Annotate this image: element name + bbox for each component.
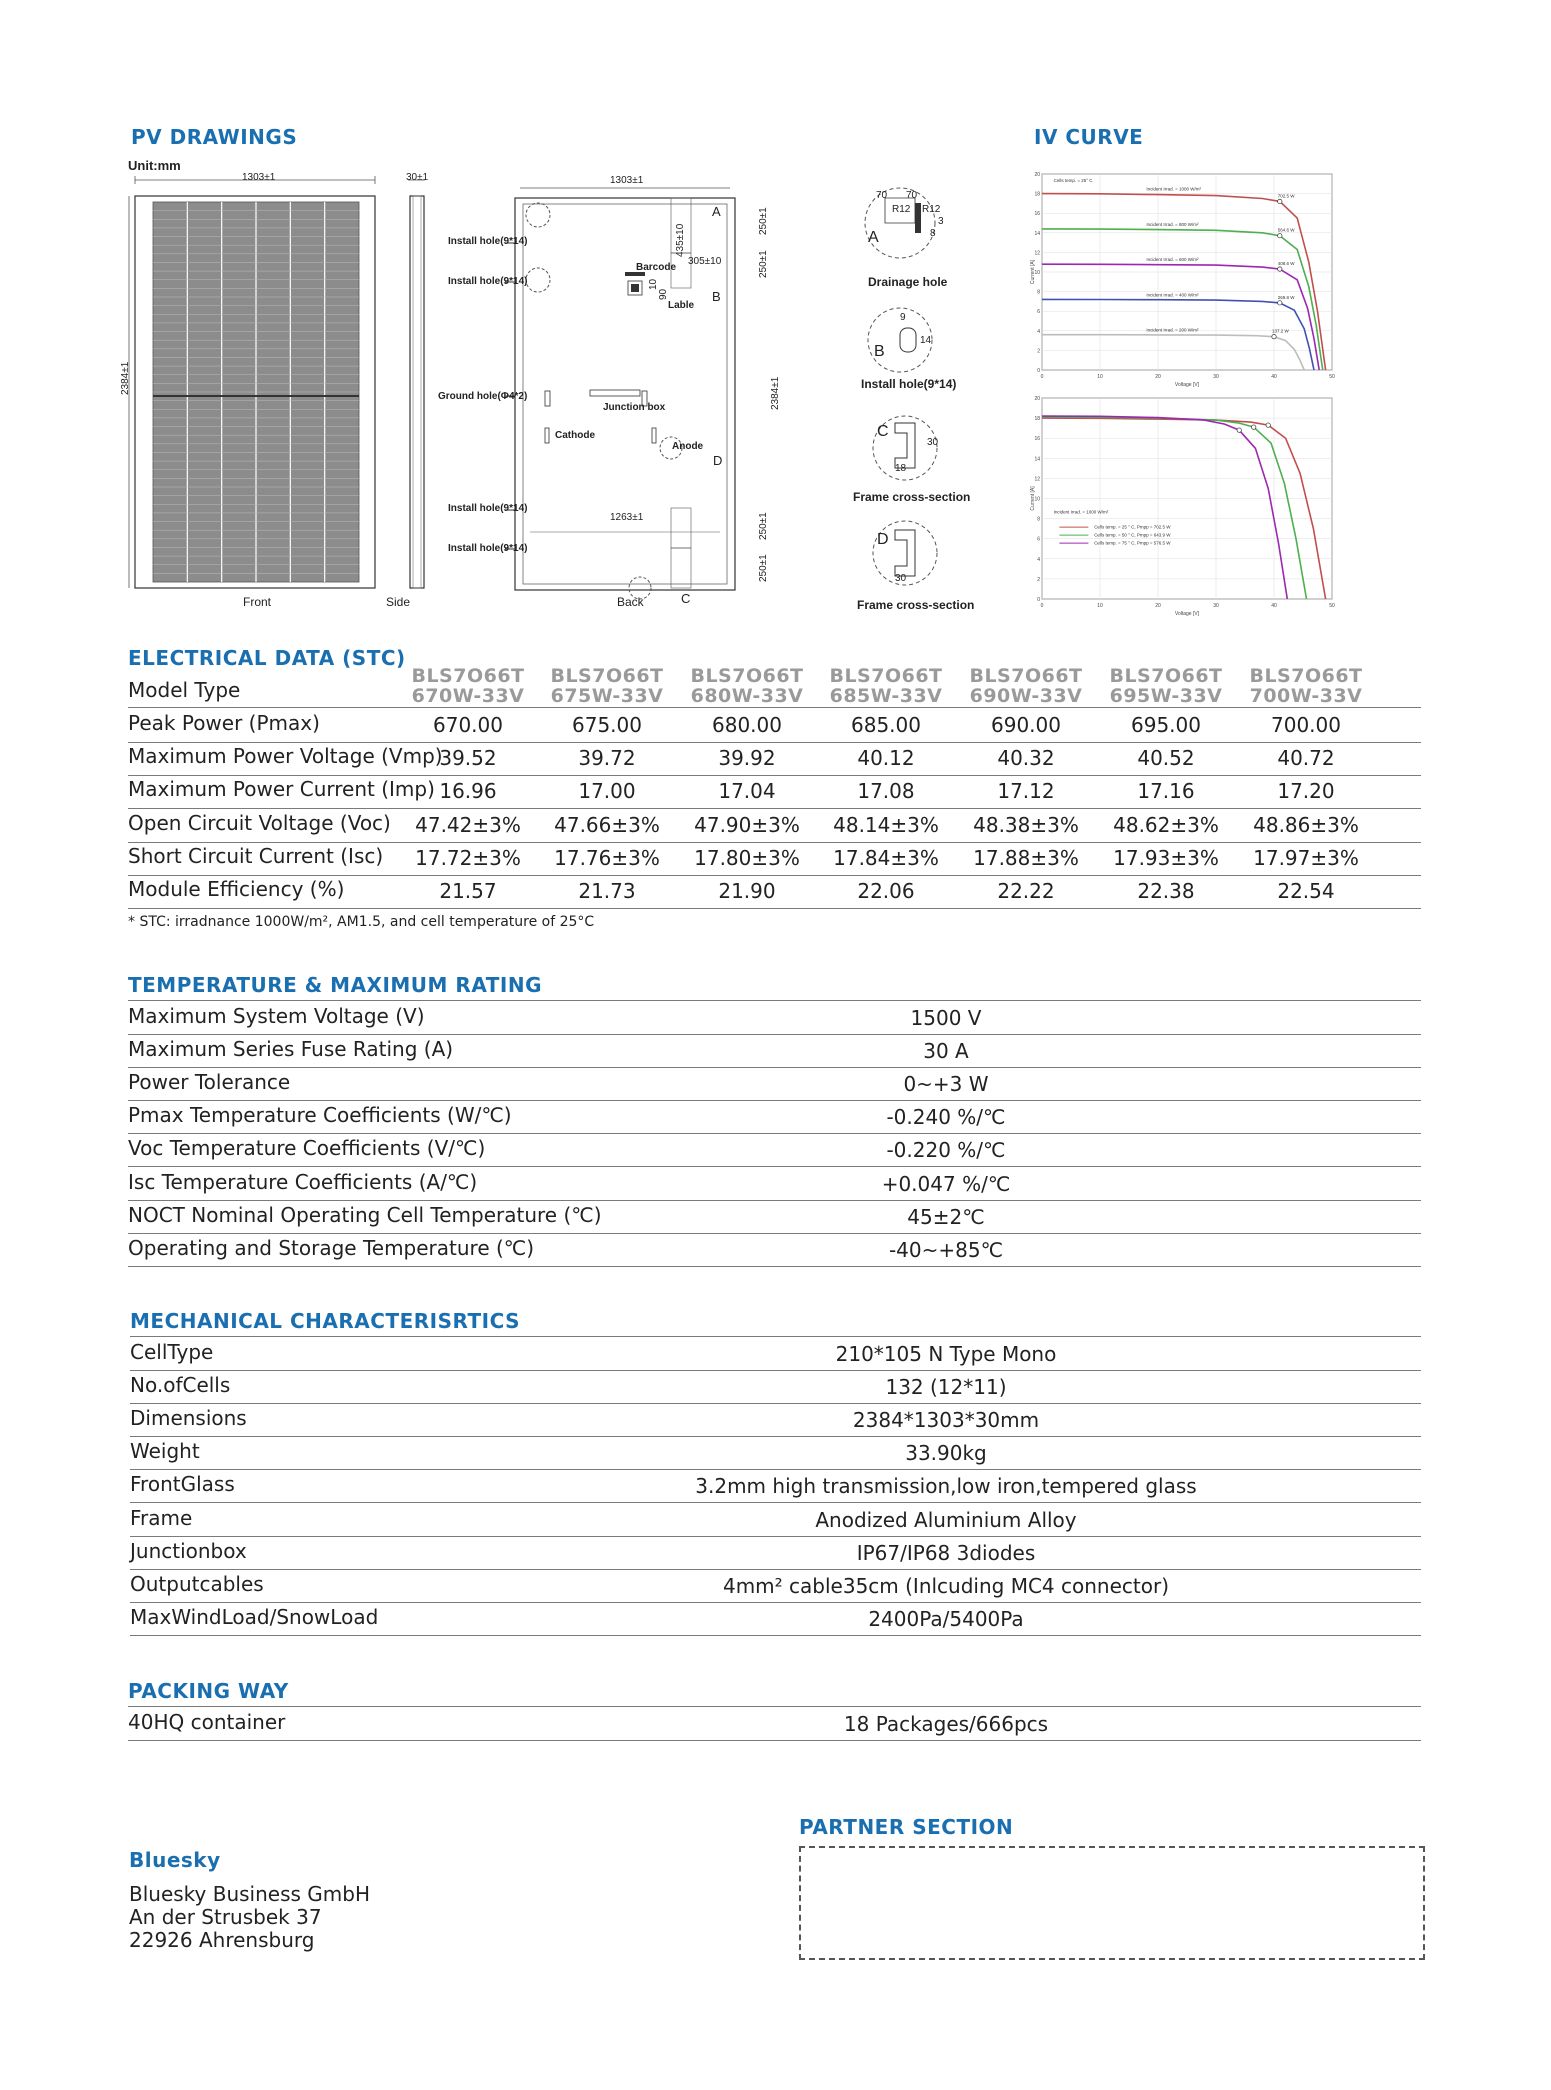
cell-value: 675.00 (572, 713, 642, 737)
mpp-label: 269.8 W (1277, 294, 1295, 300)
side-drawing (408, 180, 425, 588)
row-label: Outputcables (130, 1571, 264, 1596)
legend-entry: Cells temp. = 50 ° C, Pmpp = 643.9 W (1094, 532, 1171, 538)
mpp-point (1278, 199, 1282, 203)
x-tick-label: 10 (1097, 603, 1103, 609)
row-label: Short Circuit Current (Isc) (128, 843, 384, 868)
model-variant: 695W-33V (1109, 685, 1223, 707)
install-hole-label-2: Install hole(9*14) (448, 276, 528, 287)
marker-a: A (712, 204, 721, 219)
model-name: BLS7O66T (411, 665, 525, 687)
model-header (398, 666, 538, 706)
row-value: 33.90kg (905, 1441, 987, 1466)
mpp-point (1278, 234, 1282, 238)
cell-value: 39.52 (439, 746, 497, 771)
detail-a-letter: A (868, 229, 879, 246)
back-inner-dim: 1263±1 (610, 512, 644, 523)
row-value: IP67/IP68 3diodes (856, 1540, 1036, 1565)
y-tick-label: 16 (1034, 436, 1040, 443)
legend-entry: Cells temp. = 25 ° C, Pmpp = 702.5 W (1094, 524, 1171, 530)
chart-annotation: Incident Irrad. = 1000 W/m² (1053, 509, 1109, 515)
detail-b-letter: B (874, 343, 885, 360)
detail-a-dim-r12b: R12 (922, 204, 941, 215)
junction-box-label: Junction box (603, 402, 666, 413)
cell-value: 17.76±3% (554, 845, 660, 870)
lable-label: Lable (668, 300, 695, 311)
y-tick-label: 10 (1034, 496, 1040, 503)
x-axis-label: Voltage [V] (1174, 611, 1200, 617)
row-value: 210*105 N Type Mono (835, 1342, 1057, 1366)
iv-chart-temperature (1030, 392, 1335, 617)
partner-heading: PARTNER SECTION (799, 1815, 1014, 1839)
row-label: Isc Temperature Coefficients (A/℃) (128, 1169, 478, 1194)
cell-value: 690.00 (991, 713, 1061, 737)
table-rule (128, 1740, 1421, 1741)
table-rule (128, 842, 1421, 843)
dim-250-b: 250±1 (758, 250, 769, 278)
cell-value: 21.73 (578, 879, 636, 903)
row-label: Junctionbox (130, 1538, 247, 1563)
row-label: Maximum Series Fuse Rating (A) (128, 1037, 454, 1062)
series-label: Incident Irrad. = 400 W/m² (1146, 292, 1199, 298)
model-header (1096, 666, 1236, 706)
x-axis-label: Voltage [V] (1174, 382, 1200, 388)
row-label: Open Circuit Voltage (Voc) (128, 810, 391, 835)
table-rule (130, 1536, 1421, 1537)
dim-250-c: 250±1 (758, 512, 769, 540)
row-label: Module Efficiency (%) (128, 877, 345, 901)
mechanical-heading: MECHANICAL CHARACTERISRTICS (130, 1309, 521, 1333)
pv-drawings-heading: PV DRAWINGS (131, 125, 298, 149)
mpp-label: 408.6 W (1277, 261, 1295, 267)
dim-305: 305±10 (688, 256, 722, 267)
row-value: 2400Pa/5400Pa (868, 1606, 1024, 1631)
y-tick-label: 20 (1034, 172, 1040, 178)
pv-drawings-svg (125, 168, 1025, 618)
x-tick-label: 30 (1213, 603, 1219, 609)
row-value: 30 A (923, 1039, 969, 1064)
front-width-dim: 1303±1 (242, 172, 276, 183)
cell-value: 40.32 (997, 746, 1055, 771)
row-label: Frame (130, 1505, 193, 1530)
y-tick-label: 12 (1034, 476, 1040, 483)
model-name: BLS7O66T (969, 665, 1083, 687)
cell-value: 17.08 (857, 779, 915, 804)
table-rule (128, 1000, 1421, 1001)
front-panel-drawing (129, 176, 375, 588)
table-rule (128, 1266, 1421, 1267)
table-rule (130, 1436, 1421, 1437)
install-hole-label-3: Install hole(9*14) (448, 503, 528, 514)
model-variant: 690W-33V (969, 685, 1083, 707)
y-tick-label: 20 (1034, 396, 1040, 402)
table-rule (130, 1370, 1421, 1371)
detail-b-caption: Install hole(9*14) (861, 377, 957, 391)
unit-label: Unit:mm (128, 158, 181, 173)
cell-value: 17.97±3% (1253, 845, 1359, 870)
table-rule (128, 707, 1421, 708)
row-value: 18 Packages/666pcs (843, 1712, 1049, 1736)
y-tick-label: 16 (1034, 211, 1040, 218)
cell-value: 700.00 (1271, 713, 1341, 737)
row-value: 132 (12*11) (885, 1375, 1007, 1400)
detail-a-caption: Drainage hole (868, 275, 948, 289)
y-tick-label: 12 (1034, 250, 1040, 257)
table-rule (128, 742, 1421, 743)
model-header (956, 666, 1096, 706)
model-variant: 700W-33V (1249, 685, 1363, 707)
cell-value: 40.52 (1137, 746, 1195, 771)
cell-value: 40.12 (857, 746, 915, 771)
y-tick-label: 0 (1037, 368, 1040, 374)
y-tick-label: 2 (1037, 348, 1040, 355)
address-line-2: An der Strusbek 37 (129, 1905, 322, 1929)
x-tick-label: 40 (1271, 374, 1277, 380)
detail-a-dim-3: 3 (938, 216, 944, 227)
table-rule (130, 1336, 1421, 1337)
row-value: -40~+85℃ (888, 1237, 1004, 1262)
model-type-label: Model Type (128, 678, 241, 702)
cell-value: 695.00 (1131, 713, 1201, 737)
row-label: FrontGlass (130, 1472, 235, 1497)
table-rule (128, 908, 1421, 909)
address-line-1: Bluesky Business GmbH (129, 1882, 371, 1906)
table-rule (128, 875, 1421, 876)
row-value: 1500 V (910, 1006, 982, 1030)
install-hole-label-4: Install hole(9*14) (448, 543, 528, 554)
dim-250-d: 250±1 (758, 554, 769, 582)
cell-value: 39.92 (718, 746, 776, 771)
series-label: Incident Irrad. = 1000 W/m² (1146, 186, 1202, 192)
series-label: Incident Irrad. = 200 W/m² (1146, 327, 1199, 333)
cell-value: 22.06 (857, 879, 915, 903)
table-rule (128, 1200, 1421, 1201)
y-tick-label: 6 (1037, 536, 1040, 543)
cell-value: 39.72 (578, 746, 636, 771)
row-label: Voc Temperature Coefficients (V/℃) (128, 1136, 486, 1161)
row-label: Maximum System Voltage (V) (128, 1004, 425, 1028)
row-label: Weight (130, 1439, 200, 1464)
x-tick-label: 0 (1040, 374, 1044, 380)
model-name: BLS7O66T (550, 665, 664, 687)
mpp-label: 137.2 W (1272, 328, 1289, 334)
row-value: 2384*1303*30mm (852, 1408, 1040, 1433)
side-caption: Side (386, 595, 411, 609)
model-variant: 680W-33V (690, 685, 804, 707)
cell-value: 17.72±3% (415, 845, 521, 870)
table-rule (128, 1166, 1421, 1167)
cell-value: 48.62±3% (1113, 812, 1219, 837)
mpp-point (1278, 267, 1282, 271)
row-value: 3.2mm high transmission,low iron,tempered glass (695, 1474, 1197, 1499)
legend-entry: Cells temp. = 75 ° C, Pmpp = 576.5 W (1094, 540, 1171, 546)
detail-c-dim-30: 30 (927, 437, 939, 448)
cell-value: 17.84±3% (833, 845, 939, 870)
mpp-point (1266, 423, 1270, 427)
mpp-point (1272, 334, 1276, 338)
electrical-heading: ELECTRICAL DATA (STC) (128, 646, 406, 670)
table-rule (130, 1403, 1421, 1404)
table-rule (128, 1034, 1421, 1035)
cell-value: 16.96 (439, 779, 497, 804)
table-rule (130, 1569, 1421, 1570)
marker-c: C (681, 591, 691, 606)
series-label: Incident Irrad. = 800 W/m² (1146, 221, 1199, 227)
partner-box (799, 1846, 1425, 1960)
install-hole-label-1: Install hole(9*14) (448, 236, 528, 247)
x-tick-label: 20 (1155, 374, 1161, 380)
x-tick-label: 20 (1155, 603, 1161, 609)
detail-c-dim-18: 18 (895, 463, 907, 474)
series-label: Incident Irrad. = 600 W/m² (1146, 257, 1199, 263)
y-tick-label: 10 (1034, 270, 1040, 276)
cathode-label: Cathode (555, 430, 595, 441)
x-tick-label: 0 (1040, 603, 1044, 609)
row-label: Operating and Storage Temperature (℃) (128, 1235, 535, 1260)
cell-value: 21.57 (439, 879, 497, 903)
cell-value: 680.00 (712, 713, 782, 737)
detail-d-dim-30: 30 (895, 573, 907, 584)
row-label: CellType (130, 1340, 214, 1364)
detail-c-letter: C (877, 423, 889, 440)
x-tick-label: 50 (1329, 374, 1335, 380)
cell-value: 22.54 (1277, 879, 1335, 903)
address-line-3: 22926 Ahrensburg (129, 1928, 315, 1952)
cell-value: 22.38 (1137, 879, 1195, 903)
model-variant: 685W-33V (829, 685, 943, 707)
detail-a-dim-r12a: R12 (892, 204, 911, 215)
mpp-point (1252, 425, 1256, 429)
row-label: Power Tolerance (128, 1070, 291, 1095)
dim-250-a: 250±1 (758, 207, 769, 235)
model-name: BLS7O66T (829, 665, 943, 687)
iv-chart-irradiance (1030, 168, 1335, 388)
y-tick-label: 6 (1037, 309, 1040, 316)
y-tick-label: 14 (1034, 456, 1040, 463)
cell-value: 47.66±3% (554, 812, 660, 837)
row-value: 45±2℃ (907, 1204, 985, 1229)
model-variant: 675W-33V (550, 685, 664, 707)
model-header (816, 666, 956, 706)
model-variant: 670W-33V (411, 685, 525, 707)
packing-heading: PACKING WAY (128, 1679, 289, 1703)
marker-b: B (712, 289, 721, 304)
cell-value: 17.80±3% (694, 845, 800, 870)
back-height-dim: 2384±1 (770, 376, 781, 410)
cell-value: 17.20 (1277, 779, 1335, 804)
row-value: Anodized Aluminium Alloy (815, 1507, 1077, 1532)
row-value: 4mm² cable35cm (Inlcuding MC4 connector) (722, 1573, 1170, 1598)
row-label: 40HQ container (128, 1710, 286, 1734)
model-header (677, 666, 817, 706)
cell-value: 47.42±3% (415, 812, 521, 837)
temperature-heading: TEMPERATURE & MAXIMUM RATING (128, 973, 542, 997)
iv-curve-heading: IV CURVE (1034, 125, 1144, 149)
dim-90: 90 (658, 288, 669, 300)
cell-value: 48.38±3% (973, 812, 1079, 837)
cell-value: 17.00 (578, 779, 636, 804)
detail-c-caption: Frame cross-section (853, 490, 971, 504)
stc-note: * STC: irradnance 1000W/m², AM1.5, and cell temperature of 25°C (128, 914, 595, 930)
cell-value: 17.12 (997, 779, 1055, 804)
detail-a-dim-70a: 70 (876, 190, 888, 201)
row-label: MaxWindLoad/SnowLoad (130, 1604, 379, 1629)
row-label: Dimensions (130, 1406, 247, 1431)
row-value: +0.047 %/℃ (881, 1171, 1011, 1196)
cell-value: 17.16 (1137, 779, 1195, 804)
company-name: Bluesky (129, 1848, 221, 1872)
row-value: 0~+3 W (903, 1072, 989, 1097)
model-name: BLS7O66T (1249, 665, 1363, 687)
table-rule (130, 1635, 1421, 1636)
mpp-point (1237, 428, 1241, 432)
cell-value: 40.72 (1277, 746, 1335, 771)
detail-a-dim-70b: 70 (906, 190, 918, 201)
cell-value: 47.90±3% (694, 812, 800, 837)
detail-b-dim-14: 14 (920, 335, 932, 346)
row-label: No.ofCells (130, 1373, 231, 1398)
dim-435: 435±10 (675, 223, 686, 257)
table-rule (128, 1233, 1421, 1234)
front-height-dim: 2384±1 (120, 361, 131, 395)
model-header (1236, 666, 1376, 706)
table-rule (128, 1133, 1421, 1134)
y-tick-label: 2 (1037, 576, 1040, 583)
cell-value: 17.88±3% (973, 845, 1079, 870)
row-label: Maximum Power Voltage (Vmp) (128, 744, 443, 769)
model-name: BLS7O66T (690, 665, 804, 687)
table-rule (130, 1469, 1421, 1470)
cell-value: 22.22 (997, 879, 1055, 903)
ground-hole-label: Ground hole(Φ4*2) (438, 391, 528, 402)
y-tick-label: 18 (1034, 191, 1040, 198)
y-tick-label: 8 (1037, 289, 1040, 296)
row-value: -0.220 %/℃ (886, 1138, 1006, 1163)
table-rule (128, 1706, 1421, 1707)
detail-d-letter: D (877, 531, 889, 548)
row-label: NOCT Nominal Operating Cell Temperature (℃) (128, 1202, 602, 1227)
table-rule (130, 1502, 1421, 1503)
y-tick-label: 4 (1037, 328, 1040, 335)
row-label: Maximum Power Current (Imp) (128, 777, 435, 802)
mpp-label: 702.5 W (1277, 193, 1295, 199)
model-name: BLS7O66T (1109, 665, 1223, 687)
y-axis-label: Current [A] (1030, 259, 1036, 285)
chart-annotation: Cells temp. = 25° C (1053, 177, 1093, 183)
back-panel-drawing (505, 188, 735, 599)
x-tick-label: 40 (1271, 603, 1277, 609)
x-tick-label: 10 (1097, 374, 1103, 380)
barcode-label: Barcode (636, 262, 677, 273)
x-tick-label: 30 (1213, 374, 1219, 380)
table-rule (130, 1602, 1421, 1603)
detail-a-dim-8: 8 (930, 228, 936, 239)
y-axis-label: Current [A] (1030, 486, 1036, 511)
y-tick-label: 0 (1037, 597, 1040, 603)
cell-value: 48.14±3% (833, 812, 939, 837)
cell-value: 48.86±3% (1253, 812, 1359, 837)
detail-b-dim-9: 9 (900, 312, 906, 323)
table-rule (128, 1100, 1421, 1101)
y-tick-label: 8 (1037, 516, 1040, 523)
y-tick-label: 4 (1037, 556, 1040, 563)
side-dim: 30±1 (406, 172, 429, 183)
table-rule (128, 808, 1421, 809)
front-caption: Front (243, 595, 272, 609)
dim-10: 10 (648, 278, 659, 290)
cell-value: 670.00 (433, 713, 503, 737)
cell-value: 21.90 (718, 879, 776, 903)
y-tick-label: 18 (1034, 416, 1040, 423)
model-header (537, 666, 677, 706)
y-tick-label: 14 (1034, 230, 1040, 237)
cell-value: 17.04 (718, 779, 776, 804)
company-address (129, 1883, 370, 1952)
x-tick-label: 50 (1329, 603, 1335, 609)
mpp-point (1278, 301, 1282, 305)
back-width-dim: 1303±1 (610, 175, 644, 186)
mpp-label: 564.6 W (1277, 227, 1295, 233)
cell-value: 685.00 (851, 713, 921, 737)
table-rule (128, 1067, 1421, 1068)
anode-label: Anode (672, 441, 704, 452)
row-label: Pmax Temperature Coefficients (W/℃) (128, 1103, 512, 1128)
back-caption: Back (617, 595, 644, 609)
detail-d-caption: Frame cross-section (857, 598, 975, 612)
cell-value: 17.93±3% (1113, 845, 1219, 870)
row-label: Peak Power (Pmax) (128, 711, 320, 735)
row-value: -0.240 %/℃ (886, 1105, 1006, 1130)
marker-d: D (713, 453, 723, 468)
table-rule (128, 775, 1421, 776)
